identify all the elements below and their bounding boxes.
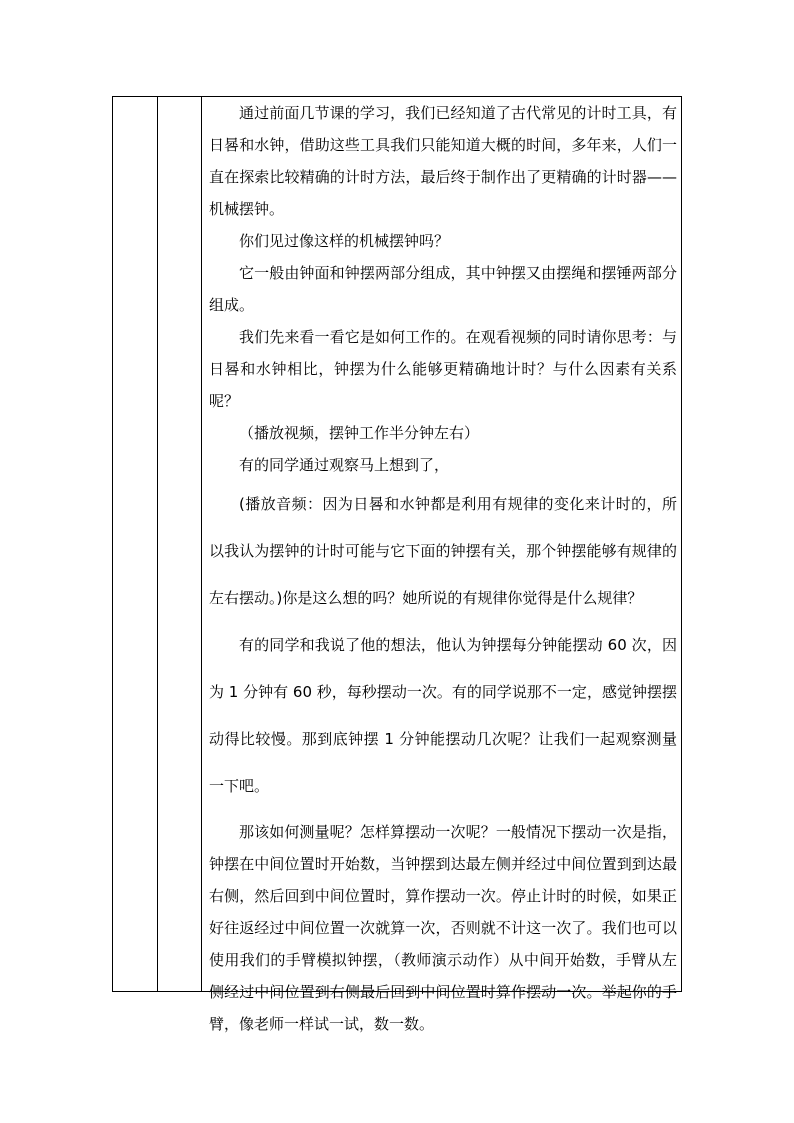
paragraph-intro: 通过前面几节课的学习，我们已经知道了古代常见的计时工具，有日晷和水钟，借助这些工具我们只能知道大概的时间，多年来，人们一直在探索比较精确的计时方法，最后终于制作出了更精确的计时器——机械摆钟。 — [209, 104, 677, 218]
paragraph-question-seen: 你们见过像这样的机械摆钟吗？ — [239, 232, 450, 250]
table-column-divider — [157, 97, 158, 991]
paragraph-play-audio: (播放音频：因为日晷和水钟都是利用有规律的变化来计时的，所以我认为摆钟的计时可能与它下面的钟摆有关，那个钟摆能够有规律的左右摆动。)你是这么想的吗？她所说的有规律你觉得是什么规律？ — [209, 495, 677, 607]
paragraph-structure: 它一般由钟面和钟摆两部分组成，其中钟摆又由摆绳和摆锤两部分组成。 — [209, 264, 677, 314]
table-column-divider — [201, 97, 202, 991]
paragraph-how-it-works: 我们先来看一看它是如何工作的。在观看视频的同时请你思考：与日晷和水钟相比，钟摆为什么能够更精确地计时？与什么因素有关系呢？ — [209, 328, 677, 410]
paragraph-student-thought: 有的同学通过观察马上想到了， — [239, 456, 450, 474]
paragraph-how-to-measure: 那该如何测量呢？怎样算摆动一次呢？一般情况下摆动一次是指，钟摆在中间位置时开始数，当钟摆到达最左侧并经过中间位置到到达最右侧，然后回到中间位置时，算作摆动一次。停止计时的时候，如果正好往返经过中间位置一次就算一次，否则就不计这一次了。我们也可以使用我们的手臂模拟钟摆，（教师演示动作）从中间开始数，手臂从左侧经过中间位置到右侧最后回到中间位置时算作摆动一次。举起你的手臂，像老师一样试一试，数一数。 — [209, 823, 677, 1033]
paragraph-student-idea: 有的同学和我说了他的想法，他认为钟摆每分钟能摆动 60 次，因为 1 分钟有 60 秒，每秒摆动一次。有的同学说那不一定，感觉钟摆摆动得比较慢。那到底钟摆 1 分钟能摆动几次呢？让我们一起观察测量一下吧。 — [209, 636, 677, 795]
lesson-content-cell — [209, 97, 677, 1040]
lesson-table — [112, 96, 682, 1033]
paragraph-play-video: （播放视频，摆钟工作半分钟左右） — [239, 424, 480, 442]
